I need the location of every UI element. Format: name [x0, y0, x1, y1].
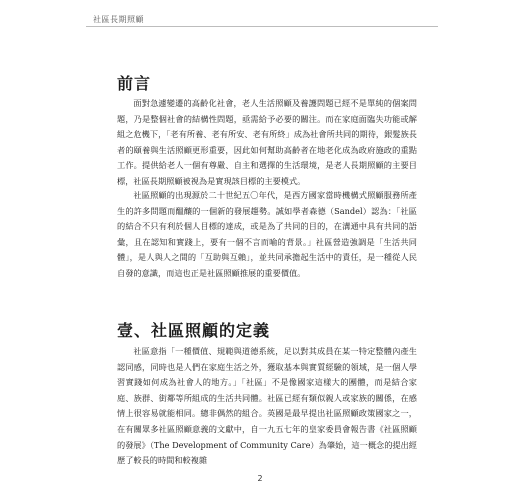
paragraph: 社區照顧的出現源於二十世紀五〇年代，是西方國家當時機構式照顧服務所產生的許多問題而醞釀的一個新的發展趨勢。誠如學者森德（Sandel）認為：「社區的結合不只有利於個人目標的達成，或是為了共同的目的，在溝通中具有共同的語彙，且在認知和實踐上，要有一個不言而喻的背景。」社區營造強調是「生活共同體」，是人與人之間的「互助與互賴」，並共同承擔起生活中的責任，是一種從人民自發的意識，而這也正是社區照顧推展的重要價值。: [117, 190, 417, 278]
paragraph: 面對急遽變遷的高齡化社會，老人生活照顧及養護問題已經不是單純的個案問題，乃是整個社會的結構性問題，亟需給予必要的關注。而在家庭面臨失功能或解組之危機下，「老有所養、老有所安、老有所終」成為社會所共同的期待，銀髮族長者的頤養與生活照顧更形重要，因此如何幫助高齡者在地老化成為政府施政的重點工作。提供給老人一個有尊嚴、自主和選擇的生活環境，是老人長期照顧的主要目標，社區長期照顧被視為是實現該目標的主要模式。: [117, 98, 417, 186]
page-number: 2: [257, 474, 263, 483]
section-title-preface: 前言: [117, 74, 152, 93]
header-rule: [86, 26, 438, 27]
paragraph: 社區意指「一種價值、規範與道德系統，足以對其成員在某一特定整體內產生認同感，同時也是人們在家庭生活之外，獲取基本與實質經驗的領域，是一個人學習實踐如何成為社會人的地方。」「社區」不是像國家這樣大的團體，而是結合家庭、族群、街鄰等所組成的生活共同體。社區已經有類似親人或家族的關係，在感情上很容易就能相同。總非偶然的組合。英國是最早提出社區照顧政策國家之一，在有關眾多社區照顧意義的文獻中，自一九五七年的皇家委員會報告書《社區照顧的發展》（The Development of Community Care）為肇始，這一概念的提出經歷了較長的時間和較複雜: [117, 346, 417, 466]
running-header: 社區長期照顧: [93, 15, 144, 24]
section-title-definition: 壹、社區照顧的定義: [117, 321, 271, 340]
